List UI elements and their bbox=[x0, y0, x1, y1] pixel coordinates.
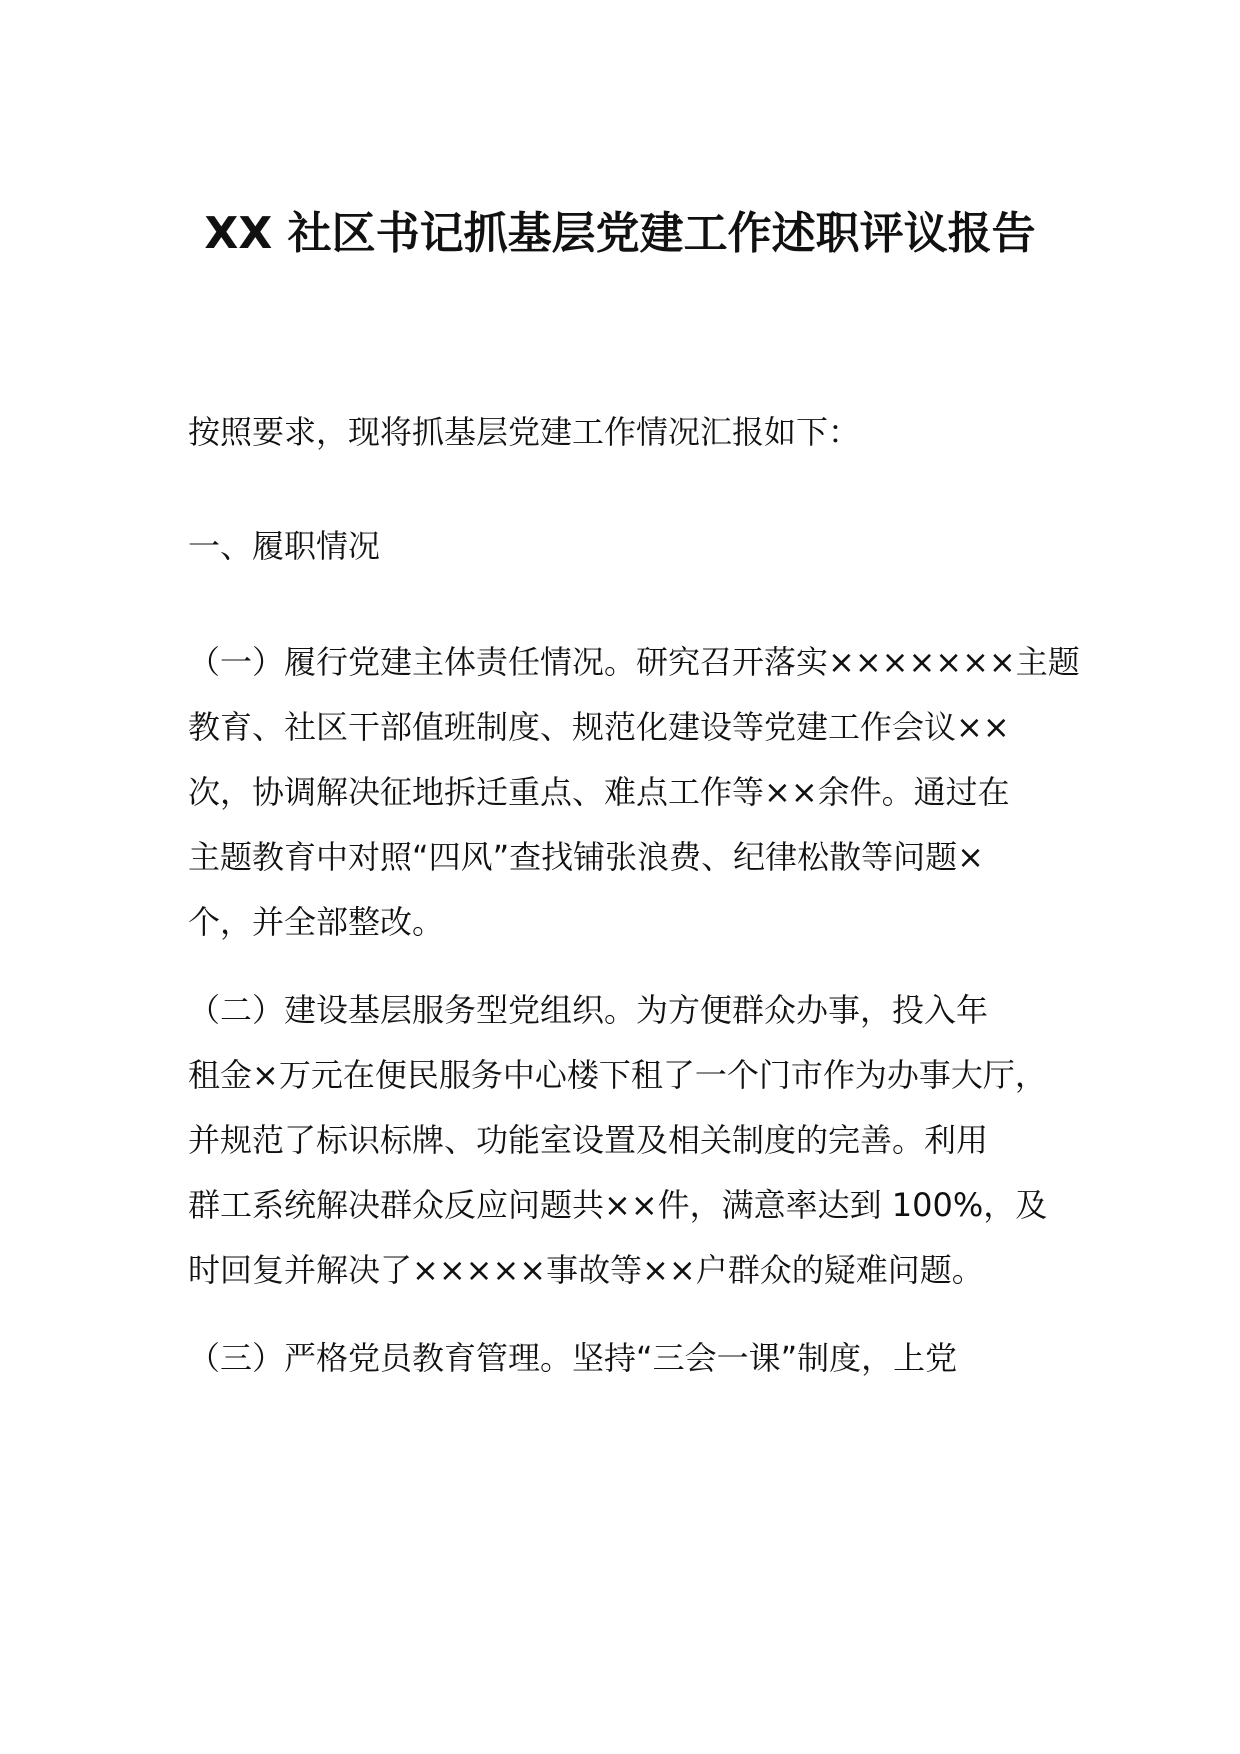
paragraph-1-line-2: 教育、社区干部值班制度、规范化建设等党建工作会议×× bbox=[188, 708, 1010, 746]
paragraph-2 bbox=[188, 978, 1068, 1303]
paragraph-2-line-5: 时回复并解决了×××××事故等××户群众的疑难问题。 bbox=[188, 1251, 984, 1289]
paragraph-2-line-4: 群工系统解决群众反应问题共××件，满意率达到 100%，及 bbox=[188, 1186, 1048, 1224]
paragraph-2-line-2: 租金×万元在便民服务中心楼下租了一个门市作为办事大厅， bbox=[188, 1056, 1047, 1094]
section-heading bbox=[188, 514, 1068, 579]
paragraph-3-line-1: （三）严格党员教育管理。坚持“三会一课”制度，上党 bbox=[188, 1339, 958, 1377]
section-1-heading: 一、履职情况 bbox=[188, 527, 381, 565]
intro-paragraph bbox=[188, 400, 1068, 465]
paragraph-1-line-5: 个，并全部整改。 bbox=[188, 903, 445, 941]
paragraph-1-line-1: （一）履行党建主体责任情况。研究召开落实×××××××主题 bbox=[188, 643, 1080, 681]
paragraph-3 bbox=[188, 1326, 1068, 1391]
paragraph-1 bbox=[188, 630, 1080, 955]
paragraph-2-line-1: （二）建设基层服务型党组织。为方便群众办事，投入年 bbox=[188, 991, 989, 1029]
intro-line: 按照要求，现将抓基层党建工作情况汇报如下： bbox=[188, 413, 861, 451]
document-title: XX 社区书记抓基层党建工作述职评议报告 bbox=[204, 208, 1036, 259]
paragraph-1-line-3: 次，协调解决征地拆迁重点、难点工作等××余件。通过在 bbox=[188, 773, 1010, 811]
paragraph-2-line-3: 并规范了标识标牌、功能室设置及相关制度的完善。利用 bbox=[188, 1121, 989, 1159]
paragraph-1-line-4: 主题教育中对照“四风”查找铺张浪费、纪律松散等问题× bbox=[188, 838, 984, 876]
